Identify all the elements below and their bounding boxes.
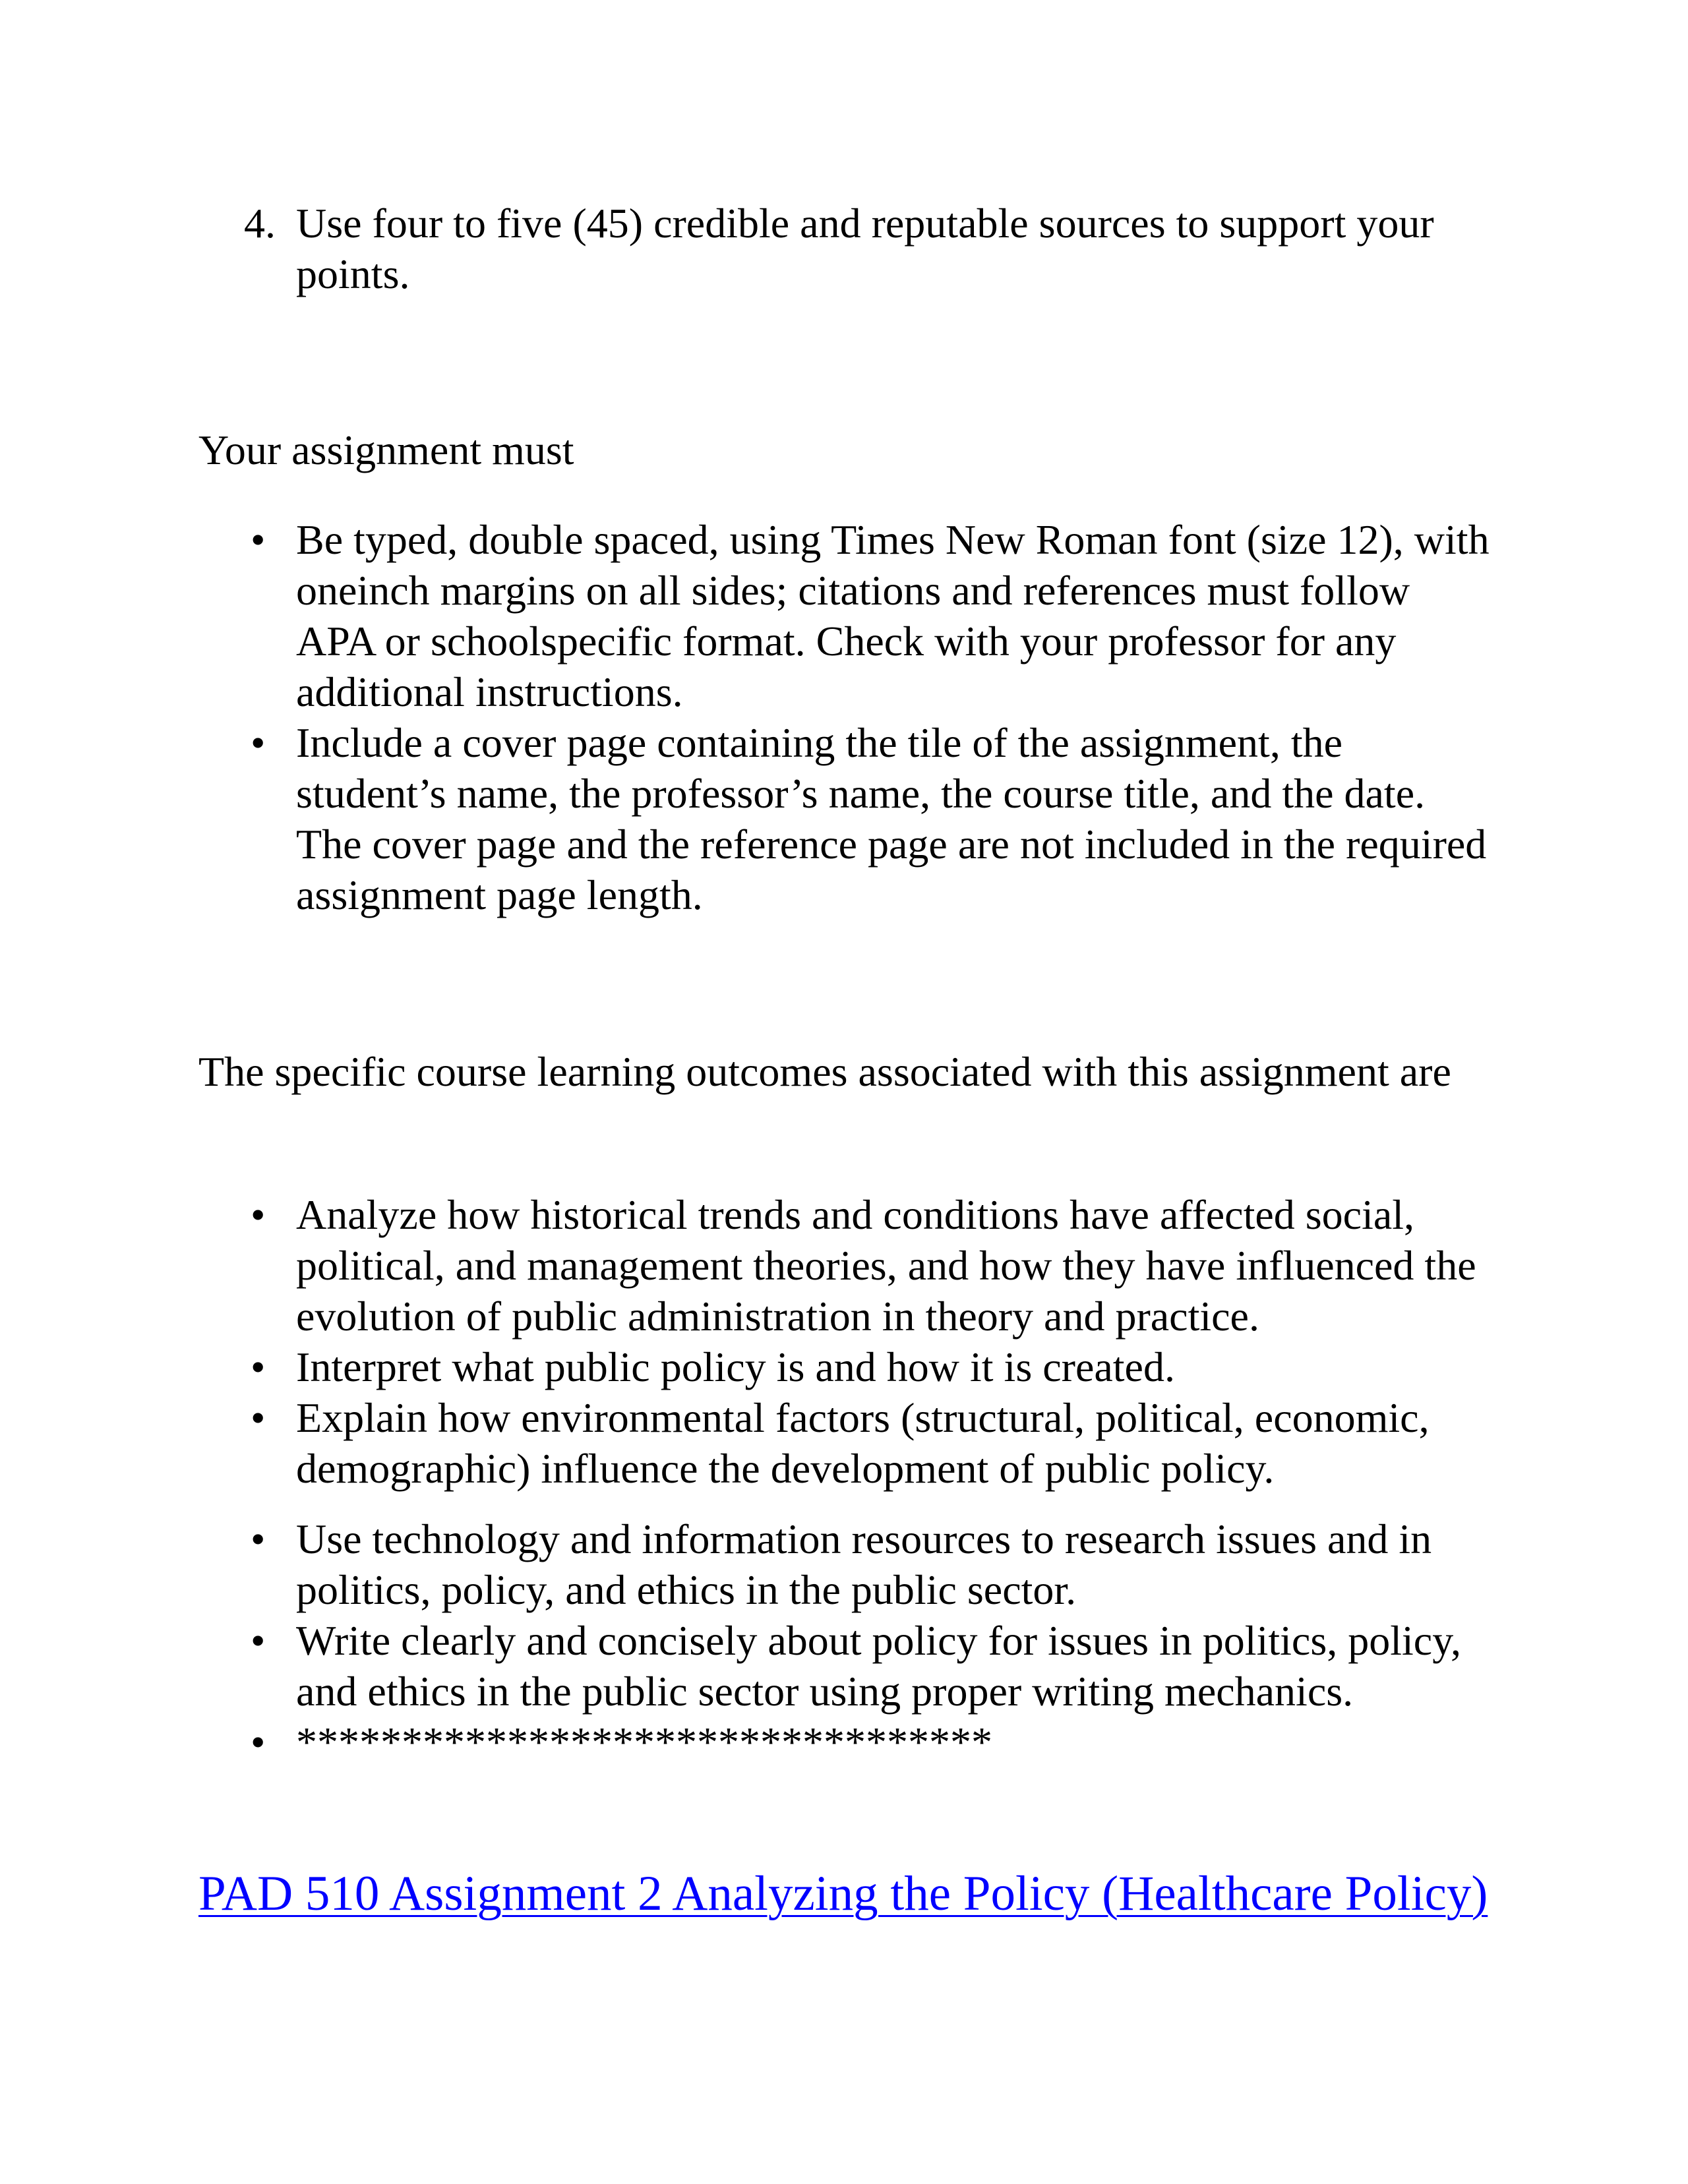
bullet-icon: • <box>251 719 266 766</box>
list-item-text: Explain how environmental factors (structural, political, economic, demographic) influence the development of public policy. <box>296 1394 1430 1492</box>
bullet-icon: • <box>251 1394 266 1441</box>
assignment-link[interactable]: PAD 510 Assignment 2 Analyzing the Policy (Healthcare Policy) <box>198 1866 1488 1921</box>
list-item-text: Use technology and information resources to research issues and in politics, policy, and ethics in the public sector. <box>296 1516 1432 1613</box>
list-item <box>244 717 1497 920</box>
list-item <box>244 514 1497 717</box>
bullet-icon: • <box>251 1516 266 1562</box>
list-item-text: Write clearly and concisely about policy for issues in politics, policy, and ethics in the public sector using proper writing mechanics. <box>296 1617 1462 1715</box>
asterisk-separator: ********************************* <box>296 1719 992 1765</box>
list-item-text: Include a cover page containing the tile of the assignment, the student’s name, the professor’s name, the course title, and the date. The cover page and the reference page are not included in the required assignment page length. <box>296 719 1487 918</box>
list-item <box>244 1342 1497 1392</box>
bullet-icon: • <box>251 1343 266 1390</box>
assignment-requirements-list <box>244 514 1497 920</box>
assignment-heading: Your assignment must <box>198 427 574 473</box>
list-item-text: Interpret what public policy is and how it is created. <box>296 1343 1175 1390</box>
outcomes-heading: The specific course learning outcomes associated with this assignment are <box>198 1048 1451 1095</box>
list-item-text: Use four to five (45) credible and reputable sources to support your points. <box>296 200 1434 297</box>
bullet-icon: • <box>251 516 266 563</box>
list-item <box>244 1189 1497 1342</box>
list-item-text: Analyze how historical trends and conditions have affected social, political, and management theories, and how they have influenced the evolution of public administration in theory and practice. <box>296 1191 1476 1340</box>
list-item <box>244 1717 1497 1767</box>
list-item <box>244 1514 1497 1615</box>
list-item-text: Be typed, double spaced, using Times New Roman font (size 12), with oneinch margins on all sides; citations and references must follow APA or schoolspecific format. Check with your professor for any additional instructions. <box>296 516 1490 715</box>
list-item <box>244 1615 1497 1717</box>
bullet-icon: • <box>251 1617 266 1664</box>
bullet-icon: • <box>251 1191 266 1238</box>
list-item <box>244 1392 1497 1494</box>
list-number: 4. <box>244 200 276 247</box>
bullet-icon: • <box>251 1719 266 1765</box>
outcomes-list <box>244 1189 1497 1767</box>
